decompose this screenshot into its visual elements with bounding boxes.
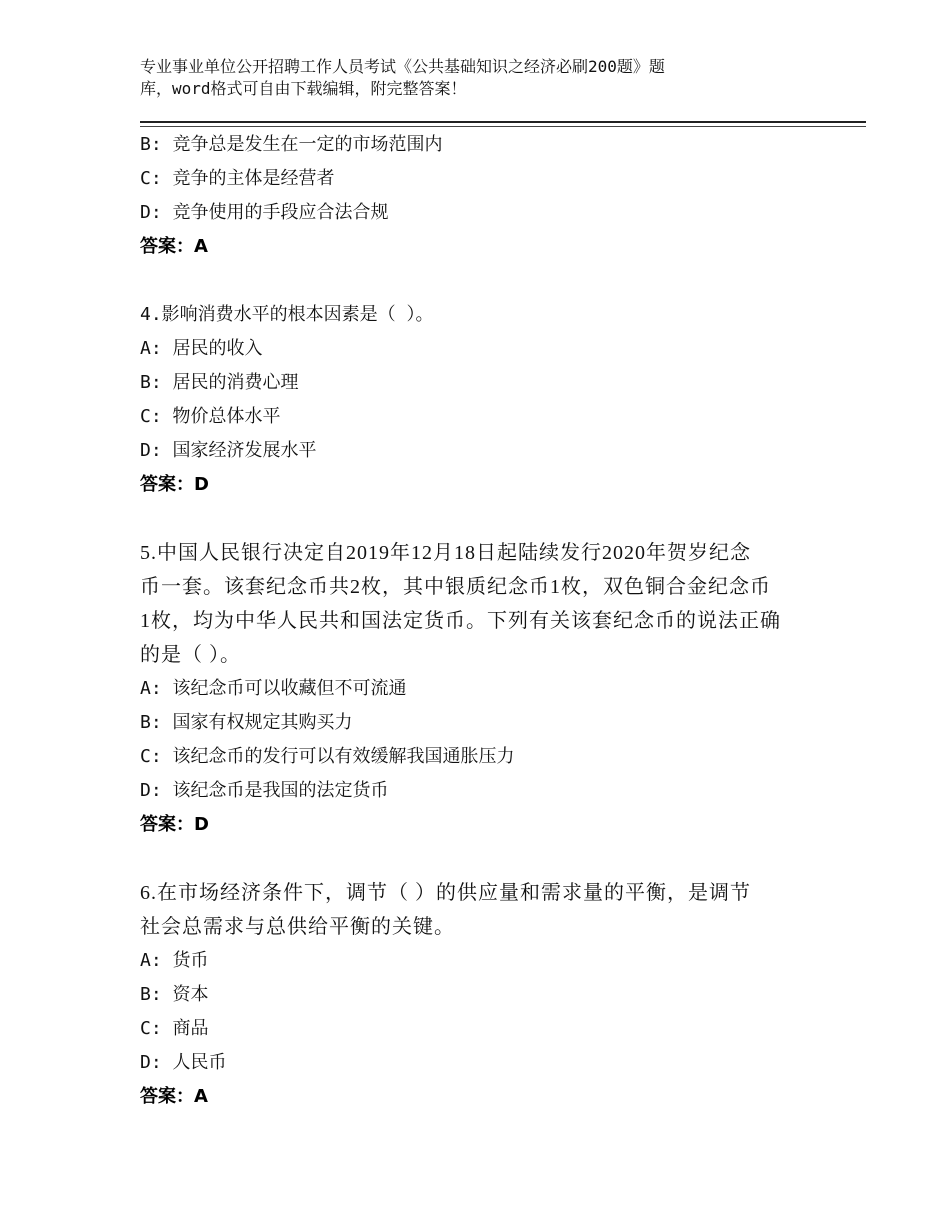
option-a: A: 该纪念币可以收藏但不可流通 — [140, 678, 407, 699]
header-rule-thick — [140, 121, 866, 123]
question-stem — [140, 876, 820, 944]
option-d: D: 人民币 — [140, 1052, 227, 1073]
header-title-line-1: 专业事业单位公开招聘工作人员考试《公共基础知识之经济必刷200题》题 — [140, 57, 665, 76]
question-6 — [140, 876, 820, 1114]
stem-line: 1枚，均为中华人民共和国法定货币。下列有关该套纪念币的说法正确 — [140, 610, 781, 632]
stem-line: 社会总需求与总供给平衡的关键。 — [140, 916, 455, 938]
option-b: B: 竞争总是发生在一定的市场范围内 — [140, 134, 443, 155]
spacer — [140, 502, 820, 536]
option-a: A: 货币 — [140, 950, 209, 971]
option-b: B: 居民的消费心理 — [140, 372, 299, 393]
question-stem: 4.影响消费水平的根本因素是（ ）。 — [140, 304, 434, 325]
spacer — [140, 264, 820, 298]
option-c: C: 竞争的主体是经营者 — [140, 168, 335, 189]
question-3 — [140, 128, 820, 264]
stem-line: 的是（ ）。 — [140, 644, 241, 666]
stem-line: 6.在市场经济条件下，调节（ ）的供应量和需求量的平衡，是调节 — [140, 882, 751, 904]
option-d: D: 国家经济发展水平 — [140, 440, 317, 461]
option-c: C: 商品 — [140, 1018, 209, 1039]
stem-line: 币一套。该套纪念币共2枚，其中银质纪念币1枚，双色铜合金纪念币 — [140, 576, 771, 598]
stem-line: 5.中国人民银行决定自2019年12月18日起陆续发行2020年贺岁纪念 — [140, 542, 751, 564]
header-title-line-2: 库，word格式可自由下载编辑，附完整答案！ — [140, 79, 467, 98]
option-d: D: 该纪念币是我国的法定货币 — [140, 780, 389, 801]
answer-label: 答案：A — [140, 1086, 208, 1107]
question-stem — [140, 536, 820, 672]
option-a: A: 居民的收入 — [140, 338, 263, 359]
option-b: B: 资本 — [140, 984, 209, 1005]
option-c: C: 该纪念币的发行可以有效缓解我国通胀压力 — [140, 746, 515, 767]
header-rule-thin — [140, 126, 866, 127]
document-header — [140, 56, 780, 100]
answer-label: 答案：A — [140, 236, 208, 257]
option-b: B: 国家有权规定其购买力 — [140, 712, 353, 733]
question-5 — [140, 536, 820, 842]
question-4 — [140, 298, 820, 502]
option-d: D: 竞争使用的手段应合法合规 — [140, 202, 389, 223]
answer-label: 答案：D — [140, 474, 209, 495]
question-list — [140, 128, 820, 1114]
answer-label: 答案：D — [140, 814, 209, 835]
option-c: C: 物价总体水平 — [140, 406, 281, 427]
spacer — [140, 842, 820, 876]
